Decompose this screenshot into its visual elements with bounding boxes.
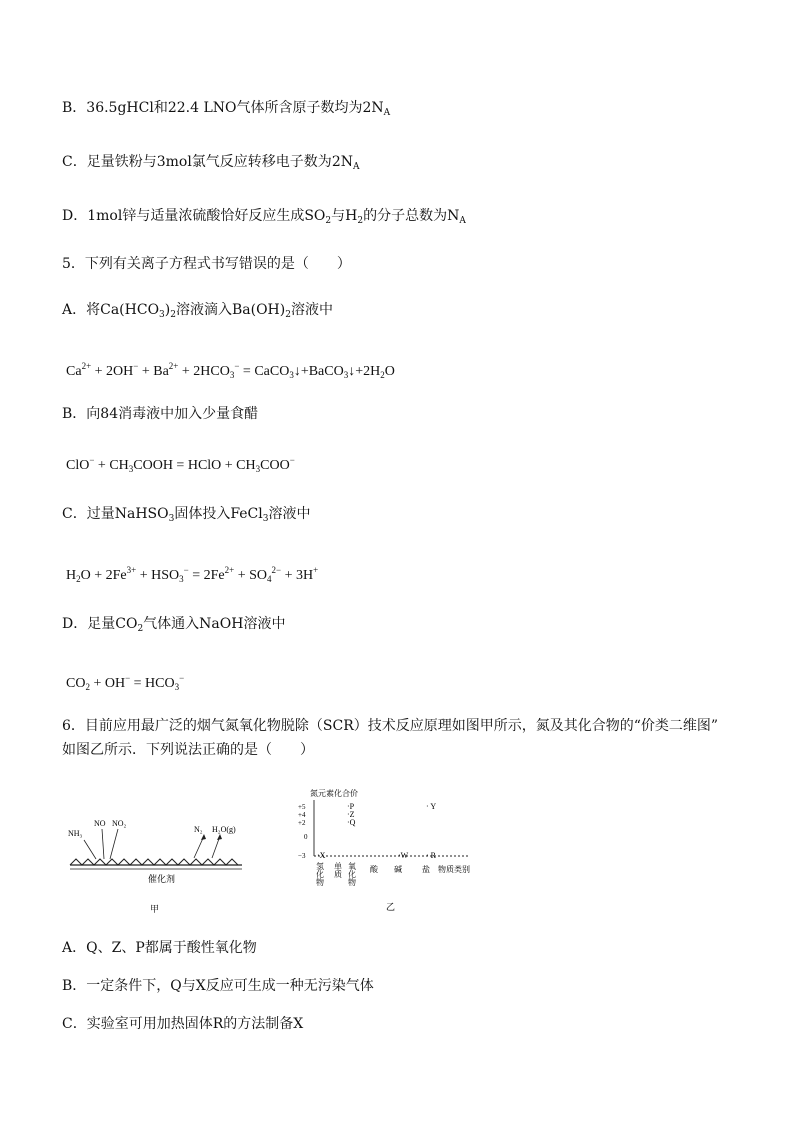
q6-stem-line1: 6．目前应用最广泛的烟气氮氧化物脱除（SCR）技术反应原理如图甲所示，氮及其化合物的“价类二维图”	[62, 718, 719, 734]
category-oxide: 氧化物	[347, 862, 357, 886]
figure-scr-catalyst	[62, 810, 252, 915]
category-salt: 盐	[422, 865, 430, 874]
h2o-arrowhead	[217, 834, 222, 840]
point-w: ·W	[398, 851, 409, 860]
point-q: ·Q	[347, 818, 356, 827]
q6-option-c: C．实验室可用加热固体R的方法制备X	[62, 1016, 304, 1032]
category-hydride: 氢化物	[315, 862, 325, 886]
figure-a-caption: 甲	[150, 904, 160, 914]
category-element: 单质	[333, 862, 343, 878]
point-x: ·X	[317, 851, 326, 860]
y-tick-zero: 0	[304, 833, 308, 841]
q4-option-b: B．36.5gHCl和22.4 LNO气体所含原子数均为$2N_A$	[62, 100, 391, 118]
q4-option-c: C．足量铁粉与3mol氯气反应转移电子数为$2N_A$	[62, 154, 360, 172]
y-tick-minus3: −3	[298, 852, 306, 860]
q5-option-c: C．过量NaHSO$_3$固体投入FeCl$_3$溶液中	[62, 506, 311, 524]
q5-equation-b: $ClO^- + CH_3COOH$ = HClO + $CH_3COO^-$	[66, 455, 295, 474]
n2-label: N₂	[194, 825, 203, 834]
no-arrow	[102, 829, 104, 859]
q5-option-d: D．足量$CO_2$气体通入NaOH溶液中	[62, 616, 286, 634]
q5-equation-d: $CO_2 + OH^- = HCO_3^-$	[66, 673, 185, 692]
q6-stem-line2: 如图乙所示．下列说法正确的是（ ）	[62, 742, 314, 758]
q5-equation-c: $H_2O + 2Fe^{3+} + HSO_3^- = 2Fe^{2+} + SO_4^{2-} + 3H^+$	[66, 565, 319, 584]
q6-option-a: A．Q、Z、P都属于酸性氧化物	[62, 940, 257, 956]
nh3-label: NH₃	[68, 829, 83, 838]
x-axis-label: 物质类别	[438, 865, 470, 874]
y-tick-plus4: +4	[298, 811, 306, 819]
no2-arrow	[110, 829, 118, 859]
q5-stem: 5．下列有关离子方程式书写错误的是（ ）	[62, 256, 351, 272]
point-p: ·P	[347, 802, 355, 811]
q6-option-b: B．一定条件下，Q与X反应可生成一种无污染气体	[62, 978, 374, 994]
point-r: · R	[426, 851, 436, 860]
category-base: 碱	[394, 865, 402, 874]
figure-b-caption: 乙	[386, 902, 396, 912]
catalyst-zigzag	[70, 859, 238, 865]
figure-valence-chart	[290, 784, 500, 914]
point-y: · Y	[426, 802, 437, 811]
q5-option-b: B．向84消毒液中加入少量食醋	[62, 406, 259, 422]
q5-equation-a: $Ca^{2+} + 2OH^- + Ba^{2+} + 2HCO_3^-$ = $CaCO_3↓+BaCO_3↓+2H_2O$	[66, 361, 395, 380]
y-axis-label: 氮元素化合价	[310, 789, 358, 798]
category-acid: 酸	[370, 865, 378, 874]
catalyst-label: 催化剂	[148, 874, 176, 884]
h2o-label: H₂O(g)	[212, 825, 236, 834]
point-z: ·Z	[347, 810, 355, 819]
y-tick-plus5: +5	[298, 803, 306, 811]
q5-option-a: A．将$Ca(HCO_3)_2$溶液滴入$Ba(OH)_2$溶液中	[62, 302, 333, 320]
y-tick-plus2: +2	[298, 819, 306, 827]
q4-option-d: D．1mol锌与适量浓硫酸恰好反应生成$SO_2$与$H_2$的分子总数为$N_A$	[62, 208, 466, 226]
nh3-arrow	[84, 840, 96, 859]
n2-arrowhead	[201, 834, 206, 840]
no2-label: NO₂	[112, 819, 127, 828]
no-label: NO	[94, 819, 106, 828]
